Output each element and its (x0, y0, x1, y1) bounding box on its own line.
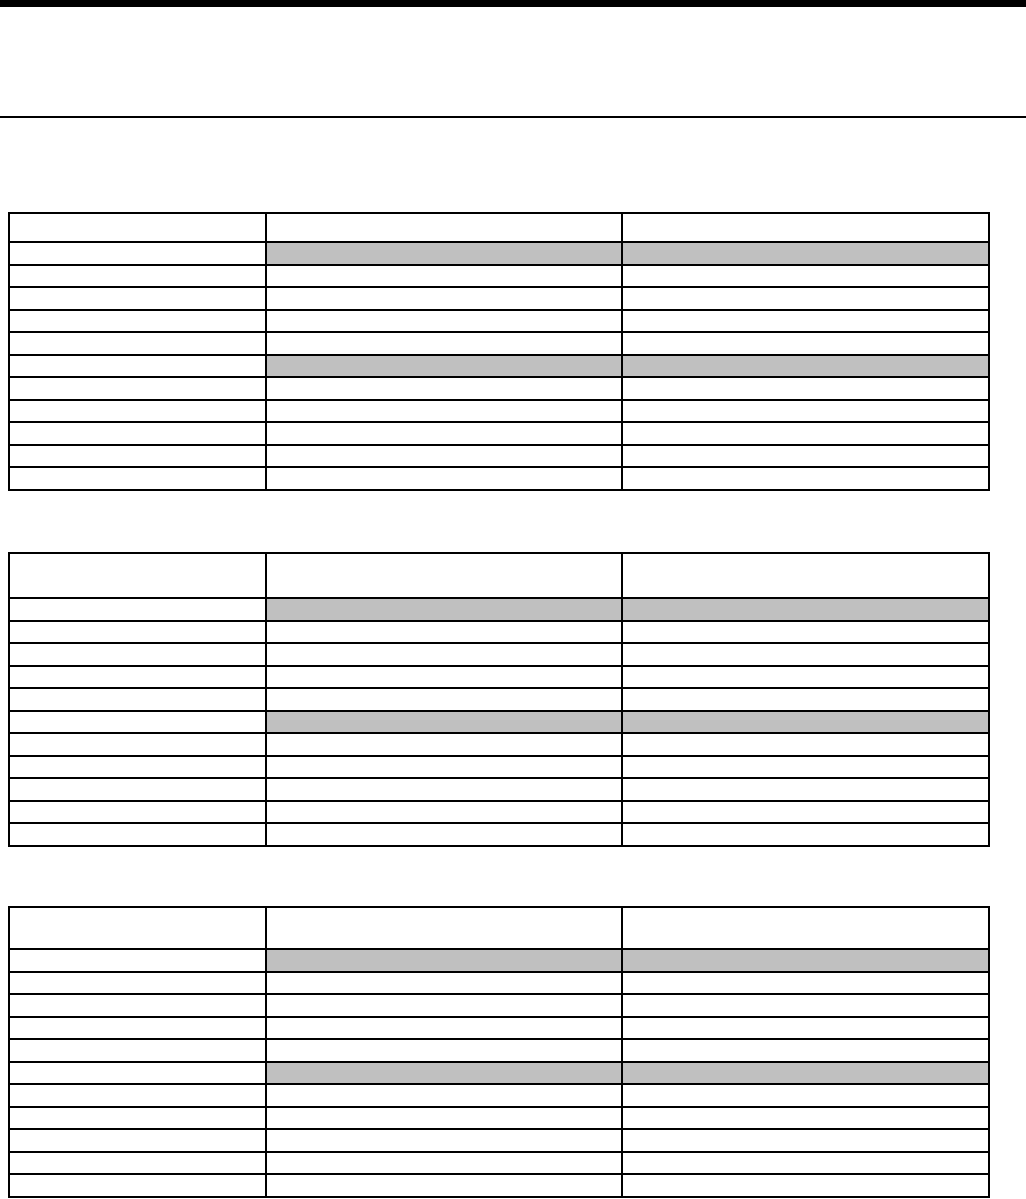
table-cell (9, 422, 266, 445)
table-cell (266, 688, 623, 711)
table-row (9, 1084, 989, 1107)
table-cell (9, 1174, 266, 1197)
table-cell (266, 1084, 623, 1107)
table-cell (622, 265, 989, 288)
table-row (9, 598, 989, 621)
table-row (9, 778, 989, 801)
header-cell (266, 907, 623, 949)
table-cell (622, 1084, 989, 1107)
table-cell (266, 355, 623, 378)
header-cell (266, 213, 623, 242)
table-1 (8, 212, 990, 491)
table-cell (622, 287, 989, 310)
table-row (9, 733, 989, 756)
table-row (9, 422, 989, 445)
table-row (9, 265, 989, 288)
table-cell (622, 355, 989, 378)
table-cell (9, 467, 266, 490)
table-row (9, 310, 989, 333)
table-cell (9, 801, 266, 824)
table-cell (622, 756, 989, 779)
table-cell (622, 801, 989, 824)
table-cell (622, 445, 989, 468)
table-row (9, 801, 989, 824)
table-cell (9, 332, 266, 355)
table-2 (8, 552, 990, 847)
table-cell (266, 778, 623, 801)
table-cell (9, 287, 266, 310)
table-row (9, 621, 989, 644)
table-row (9, 994, 989, 1017)
table-cell (622, 688, 989, 711)
header-cell (9, 213, 266, 242)
table-cell (622, 621, 989, 644)
table-cell (266, 265, 623, 288)
table-row (9, 756, 989, 779)
table-3 (8, 906, 990, 1198)
table-cell (266, 377, 623, 400)
table-header-row (9, 907, 989, 949)
table-row (9, 400, 989, 423)
table-cell (266, 666, 623, 689)
table-row (9, 377, 989, 400)
table-cell (266, 621, 623, 644)
table-cell (266, 400, 623, 423)
table-cell (9, 1084, 266, 1107)
table-cell (266, 1152, 623, 1175)
table-row (9, 711, 989, 734)
table-cell (266, 711, 623, 734)
table-cell (9, 377, 266, 400)
table-cell (266, 643, 623, 666)
table-cell (622, 242, 989, 265)
table-row (9, 1062, 989, 1085)
table-row (9, 1152, 989, 1175)
table-cell (266, 467, 623, 490)
table-cell (9, 598, 266, 621)
table-cell (9, 972, 266, 995)
table-cell (9, 445, 266, 468)
table-cell (9, 355, 266, 378)
table-cell (622, 422, 989, 445)
header-cell (266, 553, 623, 598)
table-cell (266, 422, 623, 445)
table-cell (622, 400, 989, 423)
table-cell (266, 801, 623, 824)
table-row (9, 287, 989, 310)
header-cell (622, 213, 989, 242)
table-cell (622, 598, 989, 621)
table-cell (266, 823, 623, 846)
table-cell (622, 377, 989, 400)
table-cell (622, 778, 989, 801)
table-cell (622, 711, 989, 734)
table-row (9, 467, 989, 490)
table-cell (266, 994, 623, 1017)
table-row (9, 666, 989, 689)
table-cell (266, 972, 623, 995)
table-cell (622, 733, 989, 756)
table-cell (266, 1017, 623, 1040)
table-cell (9, 400, 266, 423)
table-cell (9, 949, 266, 972)
table-cell (622, 1129, 989, 1152)
table-cell (622, 310, 989, 333)
table-cell (622, 332, 989, 355)
table-cell (266, 1107, 623, 1130)
table-cell (9, 265, 266, 288)
table-row (9, 355, 989, 378)
header-cell (9, 907, 266, 949)
table-cell (622, 1039, 989, 1062)
table-body (9, 553, 989, 846)
header-rule (0, 116, 1026, 118)
table-row (9, 949, 989, 972)
table-cell (9, 778, 266, 801)
table-cell (266, 598, 623, 621)
table-cell (266, 287, 623, 310)
table-cell (266, 310, 623, 333)
table-cell (9, 1107, 266, 1130)
table-cell (9, 1039, 266, 1062)
table-cell (266, 242, 623, 265)
table-cell (622, 823, 989, 846)
table-cell (266, 332, 623, 355)
table-cell (266, 445, 623, 468)
table-cell (266, 949, 623, 972)
top-rule (0, 0, 1026, 7)
table-cell (622, 1174, 989, 1197)
table-cell (622, 972, 989, 995)
table-cell (266, 1129, 623, 1152)
table-cell (9, 823, 266, 846)
table-header-row (9, 213, 989, 242)
table-cell (9, 1062, 266, 1085)
table-cell (9, 711, 266, 734)
table-cell (266, 1174, 623, 1197)
table-row (9, 1017, 989, 1040)
table-cell (9, 688, 266, 711)
table-cell (9, 1017, 266, 1040)
table-row (9, 332, 989, 355)
table-cell (266, 1062, 623, 1085)
table-body (9, 907, 989, 1197)
table-cell (9, 310, 266, 333)
table-cell (622, 1152, 989, 1175)
table-row (9, 972, 989, 995)
table-cell (9, 1129, 266, 1152)
table-cell (622, 467, 989, 490)
header-cell (622, 553, 989, 598)
table-body (9, 213, 989, 490)
table-row (9, 823, 989, 846)
table-cell (622, 1062, 989, 1085)
table-cell (9, 242, 266, 265)
table-row (9, 1129, 989, 1152)
table-row (9, 242, 989, 265)
header-cell (9, 553, 266, 598)
table-cell (622, 1107, 989, 1130)
table-cell (622, 994, 989, 1017)
table-cell (266, 733, 623, 756)
table-cell (9, 1152, 266, 1175)
table-row (9, 1107, 989, 1130)
table-cell (622, 643, 989, 666)
table-row (9, 1174, 989, 1197)
table-cell (622, 949, 989, 972)
table-cell (266, 1039, 623, 1062)
table-cell (9, 733, 266, 756)
table-cell (9, 666, 266, 689)
table-cell (9, 643, 266, 666)
table-row (9, 445, 989, 468)
table-header-row (9, 553, 989, 598)
table-cell (622, 666, 989, 689)
header-cell (622, 907, 989, 949)
table-row (9, 643, 989, 666)
table-cell (9, 994, 266, 1017)
table-cell (622, 1017, 989, 1040)
table-cell (9, 621, 266, 644)
table-row (9, 688, 989, 711)
table-cell (9, 756, 266, 779)
table-row (9, 1039, 989, 1062)
table-cell (266, 756, 623, 779)
